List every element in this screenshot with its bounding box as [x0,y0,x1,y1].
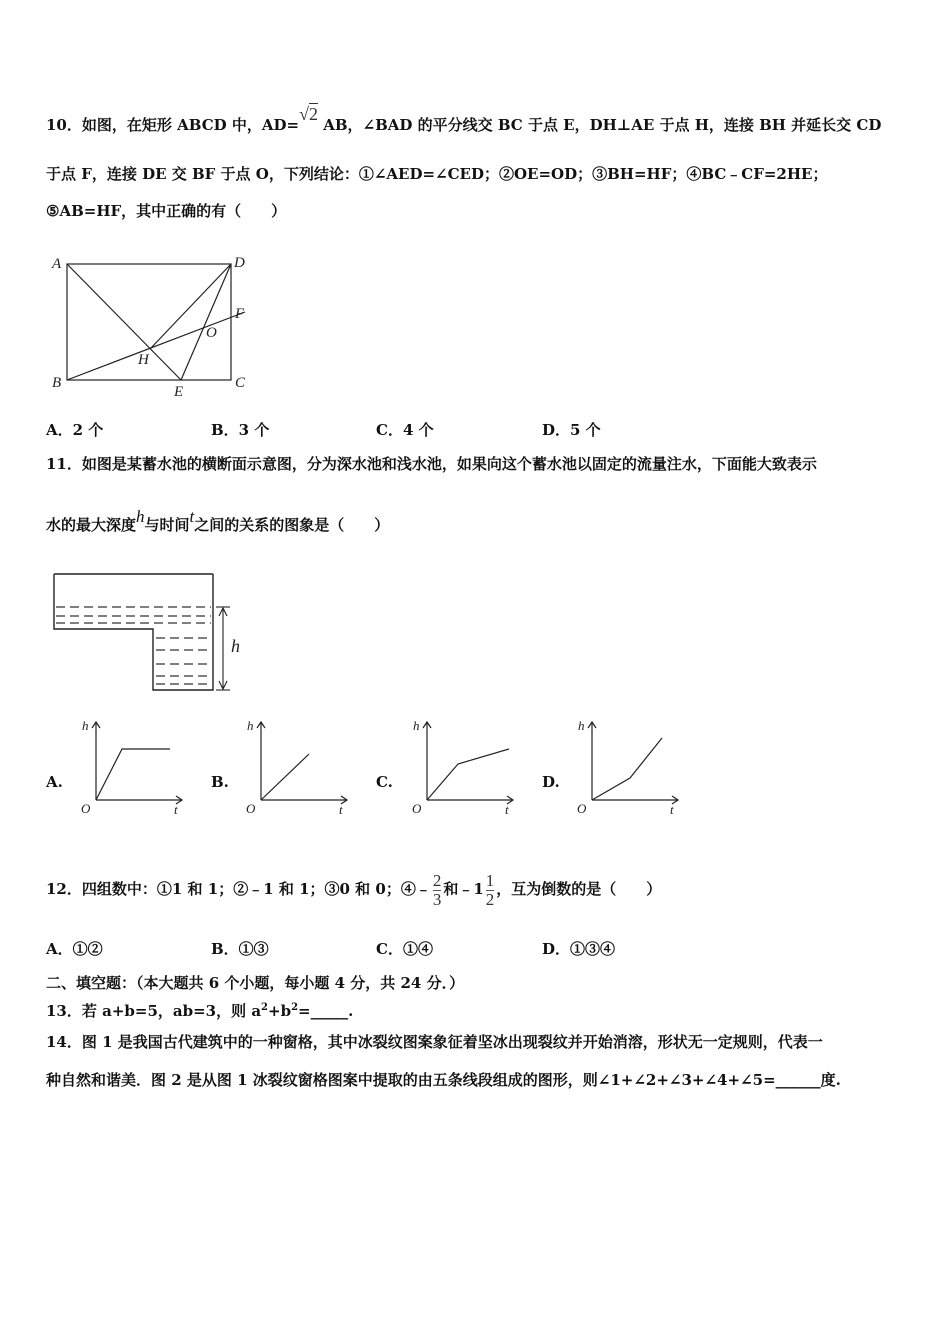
q11-option-b-label: B. [211,773,229,791]
q11-graph-a [72,714,192,816]
pool-outline [54,574,213,690]
q11-option-a-label: A. [46,773,63,791]
q10-line2: 于点 F，连接 DE 交 BF 于点 O，下列结论：①∠AED=∠CED；②OE=OD；③BH=HF；④BC﹣CF=2HE； [46,165,828,183]
fraction-1-2: $\frac{1}{2}$ [485,870,495,909]
svg-text:h: h [413,718,420,733]
line-ae [67,264,181,380]
q14-line2: 种自然和谐美．图 2 是从图 1 冰裂纹窗格图案中提取的由五条线段组成的图形，则∠1+∠2+∠3+∠4+∠5=______度. [46,1071,841,1089]
label-h: H [138,352,149,368]
q10-option-d: D．5 个 [542,421,601,439]
graph-d-curve [592,738,662,800]
q10-line3: ⑤AB=HF，其中正确的有（ ） [46,202,287,220]
q11-line2: 水的最大深度h与时间t之间的关系的图象是（ ） [46,507,390,534]
svg-text:h: h [247,718,254,733]
svg-text:O: O [577,801,587,816]
t-symbol: t [189,507,195,526]
svg-text:t: t [505,802,509,816]
svg-text:O: O [246,801,256,816]
label-f: F [235,306,245,322]
h-symbol: h [136,507,145,526]
q11-graph-d [568,714,688,816]
label-b: B [52,375,62,391]
label-c: C [235,375,246,391]
q10-option-b: B．3 个 [211,421,270,439]
svg-text:h: h [578,718,585,733]
label-o: O [206,325,217,341]
svg-text:t: t [670,802,674,816]
q14-line1: 14．图 1 是我国古代建筑中的一种窗格，其中冰裂纹图案象征着坚冰出现裂纹并开始消溶，形状无一定规则，代表一 [46,1033,823,1051]
q11-option-c-label: C. [376,773,393,791]
graph-a-curve [96,749,170,800]
q11-option-d-label: D. [542,773,560,791]
q12-option-c: C．①④ [376,940,433,958]
line-bf [67,312,245,380]
q11-pool-figure [50,572,250,698]
q10-option-a: A．2 个 [46,421,104,439]
label-a: A [52,256,62,272]
q11-graph-b [237,714,357,816]
q10-rectangle-figure [40,250,260,400]
graph-c-curve [427,749,509,800]
q12-option-d: D．①③④ [542,940,616,958]
svg-text:t: t [174,802,178,816]
q13-line: 13．若 a+b=5，ab=3，则 $a^2+b^2=\_\_\_\_\_$. [46,1002,354,1020]
label-e: E [174,384,184,400]
label-d: D [234,255,245,271]
svg-text:O: O [81,801,91,816]
pool-h-label: h [231,636,240,656]
line-de [181,264,231,380]
fraction-2-3: $\frac{2}{3}$ [432,870,442,909]
svg-text:h: h [82,718,89,733]
q11-graph-c [403,714,523,816]
q12-line: 12．四组数中：①1 和 1；②﹣1 和 1；③0 和 0；④﹣ $\frac{2}{3}$ 和﹣1 $\frac{1}{2}$ ，互为倒数的是（ ） [46,870,662,909]
graph-b-curve [261,754,309,800]
section-heading: 二、填空题：（本大题共 6 个小题，每小题 4 分，共 24 分．） [46,974,465,992]
q12-option-b: B．①③ [211,940,269,958]
svg-text:t: t [339,802,343,816]
sqrt-symbol: √2 [299,104,318,124]
q10-option-c: C．4 个 [376,421,434,439]
q12-option-a: A．①② [46,940,103,958]
svg-text:O: O [412,801,422,816]
q11-line1: 11．如图是某蓄水池的横断面示意图，分为深水池和浅水池，如果向这个蓄水池以固定的流量注水，下面能大致表示 [46,455,817,473]
q10-line1: 10．如图，在矩形 ABCD 中，AD=√2 AB，∠BAD 的平分线交 BC 于点 E，DH⊥AE 于点 H，连接 BH 并延长交 CD [46,104,882,134]
line-dh [150,264,231,349]
